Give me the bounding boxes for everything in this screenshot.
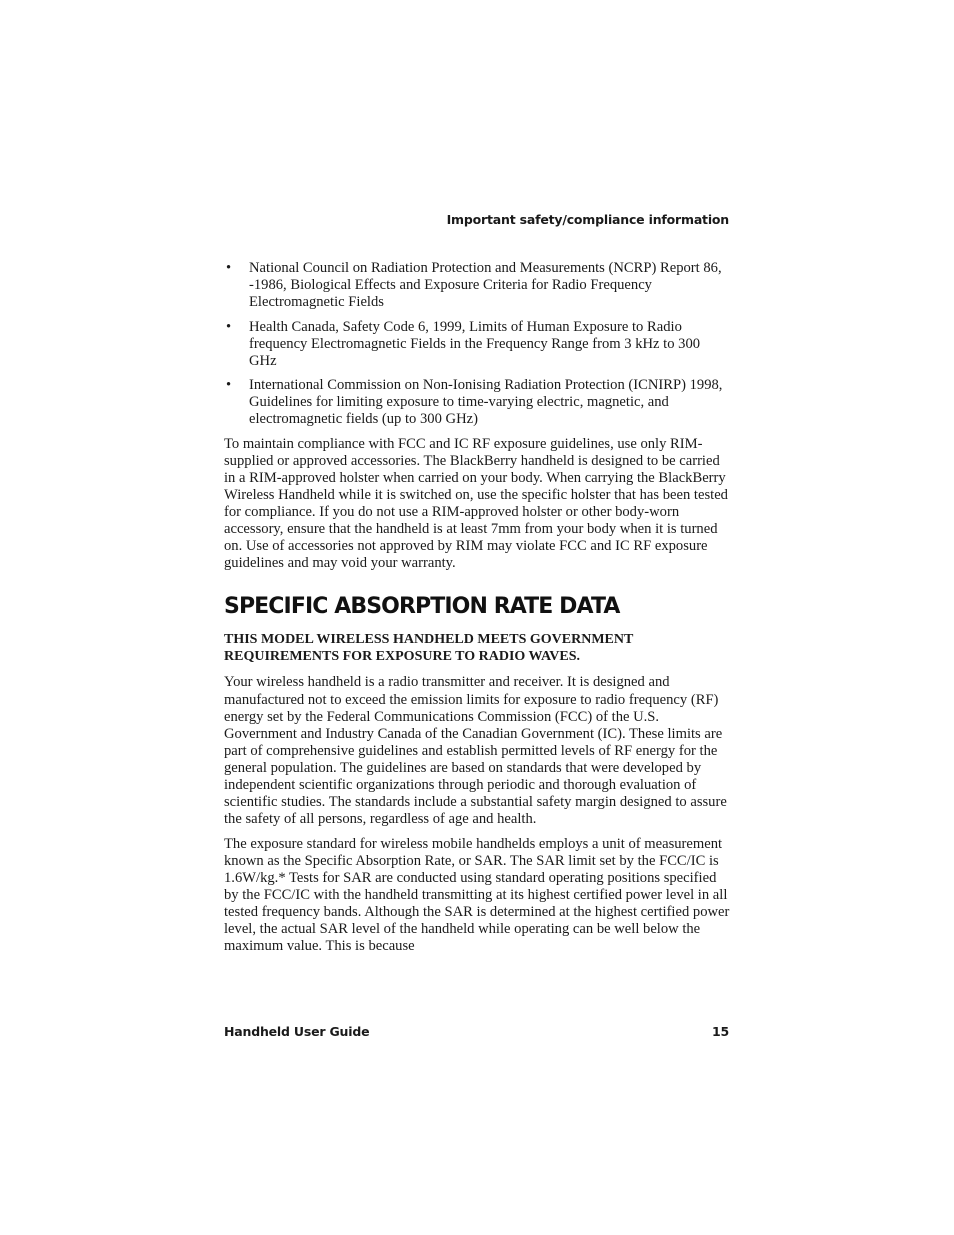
list-item: [224, 319, 730, 370]
section-title: SPECIFIC ABSORPTION RATE DATA: [224, 594, 620, 620]
page-content: [224, 260, 730, 963]
list-item-text: International Commission on Non-Ionising Radiation Protection (ICNIRP) 1998, Guidelines for limiting exposure to time-varying electric, magnetic, and electromagnetic fields (up to 300 GHz): [249, 377, 723, 428]
sar-paragraph-2: The exposure standard for wireless mobile handhelds employs a unit of measurement known as the Specific Absorption Rate, or SAR. The SAR limit set by the FCC/IC is 1.6W/kg.* Tests for SAR are conducted using standard operating positions specified by the FCC/IC with the handheld transmitting at its highest certified power level in all tested frequency bands. Although the SAR is determined at the highest certified power level, the actual SAR level of the handheld while operating can be well below the maximum value. This is because: [224, 835, 730, 955]
list-item-text: Health Canada, Safety Code 6, 1999, Limits of Human Exposure to Radio frequency Electromagnetic Fields in the Frequency Range from 3 kHz to 300 GHz: [249, 318, 701, 369]
list-item-text: National Council on Radiation Protection and Measurements (NCRP) Report 86, -1986, Biological Effects and Exposure Criteria for Radio Frequency Electromagnetic Fields: [249, 260, 722, 311]
bullet-symbol: •: [226, 377, 232, 394]
list-item: [224, 377, 730, 428]
compliance-paragraph: To maintain compliance with FCC and IC RF exposure guidelines, use only RIM-supplied or approved accessories. The BlackBerry handheld is designed to be carried in a RIM-approved holster when carried on your body. When carrying the BlackBerry Wireless Handheld while it is switched on, use the specific holster that has been tested for compliance. If you do not use a RIM-approved holster or other body-worn accessory, ensure that the handheld is at least 7mm from your body when it is turned on. Use of accessories not approved by RIM may violate FCC and IC RF exposure guidelines and may void your warranty.: [224, 435, 728, 572]
list-item: [224, 260, 730, 311]
sar-paragraph-1: Your wireless handheld is a radio transmitter and receiver. It is designed and manufactured not to exceed the emission limits for exposure to radio frequency (RF) energy set by the Federal Communications Commission (FCC) of the U.S. Government and Industry Canada of the Canadian Government (IC). These limits are part of comprehensive guidelines and establish permitted levels of RF energy for the general population. The guidelines are based on standards that were developed by independent scientific organizations through periodic and thorough evaluation of scientific studies. The standards include a substantial safety margin designed to assure the safety of all persons, regardless of age and health.: [224, 674, 727, 828]
section-subheading: THIS MODEL WIRELESS HANDHELD MEETS GOVERNMENT REQUIREMENTS FOR EXPOSURE TO RADIO WAVES.: [224, 632, 634, 665]
running-header: Important safety/compliance information: [446, 212, 729, 227]
bullet-symbol: •: [226, 318, 232, 335]
bullet-symbol: •: [226, 260, 232, 276]
reference-list: [224, 260, 730, 428]
footer-guide-title: Handheld User Guide: [224, 1024, 370, 1039]
page-number: 15: [712, 1024, 729, 1039]
